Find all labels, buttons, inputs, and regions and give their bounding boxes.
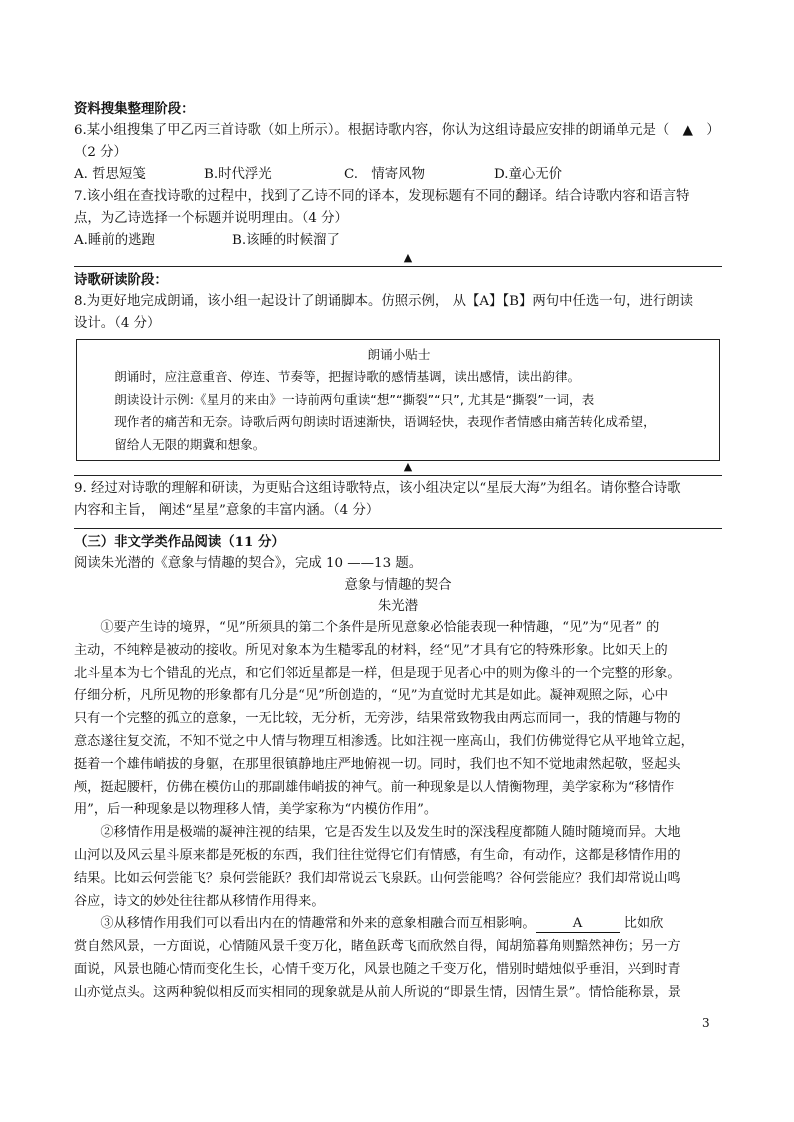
q6-option-c: C. 情寄风物 [344, 167, 425, 182]
paragraph-3 [74, 913, 722, 1004]
paragraph-2 [74, 822, 722, 913]
paragraph-1 [74, 617, 722, 822]
answer-mark-q8: ▲ [403, 460, 413, 473]
answer-mark-q7: ▲ [403, 251, 413, 264]
text-line: 用”，后一种现象是以物理移人情，美学家称为“内模仿作用”。 [74, 802, 438, 818]
q7-line1: 7.该小组在查找诗歌的过程中，找到了乙诗不同的译本，发现标题有不同的翻译。结合诗歌内容和语言特 [74, 189, 690, 204]
q8-line2: 设计。（4 分） [74, 316, 161, 331]
tips-line: 留给人无限的期冀和想象。 [89, 436, 266, 452]
q6-line2: （2 分） [74, 145, 127, 160]
text-line: ①要产生诗的境界，“见”所须具的第二个条件是所见意象必恰能表现一种情趣，“见”为“见者” 的 [74, 620, 660, 635]
text-line: 意态遂往复交流，不知不觉之中人情与物理互相渗透。比如注视一座高山，我们仿佛觉得它从平地耸立起， [74, 733, 694, 749]
divider-2 [74, 475, 722, 476]
para3-start: ③从移情作用我们可以看出内在的情趣常和外来的意象相融合而互相影响。 [74, 916, 536, 932]
divider-1 [74, 266, 722, 267]
text-line: 面说，风景也随心情而变化生长，心情千变万化，风景也随之千变万化，惜别时蜡烛似乎垂泪，兴到时青 [74, 961, 681, 977]
stage2-heading: 诗歌研读阶段： [74, 272, 168, 288]
q7-option-b: B.该睡的时候溜了 [232, 233, 340, 248]
q6-options [74, 164, 722, 186]
stage1-heading: 资料搜集整理阶段： [74, 101, 195, 117]
text-line: 仔细分析，凡所见物的形象都有几分是“见”所创造的，“见”为直觉时尤其是如此。凝神观照之际，心中 [74, 688, 669, 704]
tips-title: 朗诵小贴士 [367, 347, 431, 362]
text-line: 主动，不纯粹是被动的接收。所见对象本为生糙零乱的材料，经“见”才具有它的特殊形象。比如天上的 [74, 642, 668, 658]
q6-option-d: D.童心无价 [494, 167, 563, 182]
recitation-tips-box [76, 339, 720, 461]
tips-line: 朗诵时，应注意重音、停连、节奏等，把握诗歌的感情基调，读出感情，读出韵律。 [89, 369, 581, 384]
text-line: 颅，挺起腰杆，仿佛在模仿山的那副雄伟峭拔的神气。前一种现象是以人情衡物理，美学家称为“移情作 [74, 779, 675, 795]
text-line: 北斗星本为七个错乱的光点，和它们邻近星都是一样，但是现于见者心中的则为像斗的一个完整的形象。 [74, 665, 681, 681]
text-line: ②移情作用是极端的凝神注视的结果，它是否发生以及发生时的深浅程度都随人随时随境而异。大地 [74, 825, 681, 841]
q7-line2: 点，为乙诗选择一个标题并说明理由。（4 分） [74, 211, 348, 226]
text-line-with-blank [74, 913, 722, 936]
q9-line2: 内容和主旨， 阐述“星星”意象的丰富内涵。（4 分） [74, 503, 380, 518]
divider-3 [74, 528, 722, 529]
q6-line1: 6.某小组搜集了甲乙丙三首诗歌（如上所示）。根据诗歌内容，你认为这组诗最应安排的朗诵单元是（ ▲ ） [74, 123, 720, 138]
tips-line: 现作者的痛苦和无奈。诗歌后两句朗读时语速渐快，语调轻快，表现作者情感由痛苦转化成希望， [89, 414, 656, 429]
q9-line1: 9. 经过对诗歌的理解和研读，为更贴合这组诗歌特点，该小组决定以“星辰大海”为组名。请你整合诗歌 [74, 481, 681, 496]
q7-options [74, 230, 722, 252]
tips-line: 朗读设计示例:《星月的来由》一诗前两句重读“想”“撕裂”“只”, 尤其是“撕裂”一词，表 [89, 391, 595, 407]
text-line: 结果。比如云何尝能飞？泉何尝能跃？我们却常说云飞泉跃。山何尝能鸣？谷何尝能应？我们却常说山鸣 [74, 870, 681, 886]
text-line: 谷应，诗文的妙处往往都从移情作用得来。 [74, 893, 325, 909]
fill-blank-a[interactable]: A [536, 916, 620, 933]
text-line: 山亦觉点头。这两种貌似相反而实相同的现象就是从前人所说的“即景生情，因情生景”。情恰能称景，景 [74, 984, 681, 1000]
article-author: 朱光潜 [377, 599, 419, 614]
article-title: 意象与情趣的契合 [344, 578, 452, 593]
text-line: 只有一个完整的孤立的意象，一无比较，无分析，无旁涉，结果常致物我由两忘而同一，我的情趣与物的 [74, 711, 681, 727]
section3-instruction: 阅读朱光潜的《意象与情趣的契合》，完成 10 ——13 题。 [74, 556, 423, 571]
q7-option-a: A.睡前的逃跑 [74, 233, 155, 248]
section3-heading: （三）非文学类作品阅读（11 分） [74, 534, 285, 550]
q6-option-a: A. 哲思短笺 [74, 167, 146, 182]
text-line: 山河以及风云星斗原来都是死板的东西，我们往往觉得它们有情感，有生命，有动作，这都是移情作用的 [74, 847, 681, 863]
q6-option-b: B.时代浮光 [204, 167, 272, 182]
para3-start-end: 比如欣 [619, 916, 664, 932]
page-number: 3 [702, 1016, 710, 1030]
q8-line1: 8.为更好地完成朗诵，该小组一起设计了朗诵脚本。仿照示例， 从【A】【B】两句中任选一句，进行朗读 [74, 294, 694, 309]
text-line: 赏自然风景，一方面说，心情随风景千变万化，睹鱼跃鸢飞而欣然自得，闻胡笳暮角则黯然神伤；另一方 [74, 939, 681, 955]
text-line: 挺着一个雄伟峭拔的身躯，在那里很镇静地庄严地俯视一切。同时，我们也不知不觉地肃然起敬，竖起头 [74, 756, 681, 772]
